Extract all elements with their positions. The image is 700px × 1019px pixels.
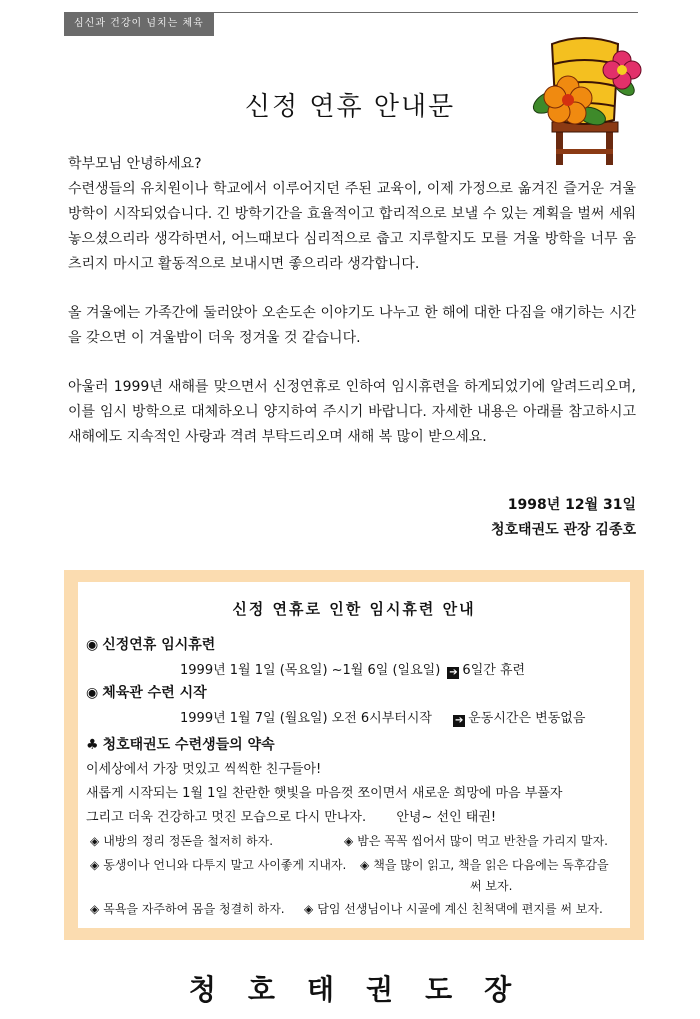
rule-1: ◈ 내방의 정리 정돈을 철저히 하자. (90, 834, 274, 848)
holiday-result: 6일간 휴련 (462, 663, 526, 678)
footer-char: 청 (188, 973, 216, 1006)
page-title: 신정 연휴 안내문 (244, 92, 456, 122)
promise-line-3: 그리고 더욱 건강하고 멋진 모습으로 다시 만나자. (86, 810, 367, 825)
resume-heading-row (86, 682, 207, 702)
paragraph-3: 아울러 1999년 새해를 맞으면서 신정연휴로 인하여 임시휴련을 하게되었기에 알려드리오며, 이를 임시 방학으로 대체하오니 양지하여 주시기 바랍니다. 자세한 내용은 아래를 참고하시고 새해에도 지속적인 사랑과 격려 부탁드리오며 새해 복 많이 받으세요. (68, 379, 636, 445)
footer-char: 도 (425, 973, 453, 1006)
promise-heading: 청호태권도 수련생들의 약속 (102, 737, 275, 753)
arrow-right-icon: ➔ (455, 715, 464, 726)
promise-line-3-row (86, 806, 496, 825)
greeting: 학부모님 안녕하세요? (68, 156, 202, 172)
bullseye-icon: ◉ (86, 685, 99, 701)
footer-char: 호 (247, 973, 275, 1006)
diamond-icon: ◈ (90, 902, 100, 916)
header-banner: 심신과 건강이 넘치는 체육관 (64, 12, 214, 36)
footer-char: 태 (306, 973, 334, 1006)
diamond-icon: ◈ (90, 834, 100, 848)
resume-date: 1999년 1월 7일 (월요일) 오전 6시부터시작 (180, 711, 432, 726)
diamond-icon: ◈ (360, 858, 370, 872)
rule-2: ◈ 밤은 꼭꼭 씹어서 많이 먹고 반찬을 가리지 말자. (344, 834, 608, 848)
letter-date: 1998년 12월 31일 (507, 497, 636, 513)
notice-box (64, 570, 644, 940)
holiday-heading: 신정연휴 임시휴련 (102, 637, 216, 653)
promise-line-2: 새롭게 시작되는 1월 1일 찬란한 햇빛을 마음껏 쪼이면서 새로운 희망에 마음 부풀자 (86, 786, 563, 801)
footer-char: 권 (366, 973, 394, 1006)
rule-4-cont: 써 보자. (470, 879, 513, 893)
rule-3: ◈ 동생이나 언니와 다투지 말고 사이좋게 지내자. (90, 858, 347, 872)
club-icon: ♣ (86, 737, 99, 753)
rule-4: ◈ 책을 많이 읽고, 책을 읽은 다음에는 독후감을 (360, 858, 609, 872)
holiday-dates-row (180, 659, 525, 679)
rule-5: ◈ 목욕을 자주하여 몸을 청결히 하자. (90, 902, 285, 916)
holiday-dates: 1999년 1월 1일 (목요일) ~1월 6일 (일요일) (180, 663, 441, 678)
paragraph-1: 수련생들의 유치원이나 학교에서 이루어지던 주된 교육이, 이제 가정으로 옮겨진 즐거운 겨울방학이 시작되었습니다. 긴 방학기간을 효율적이고 합리적으로 보낼 수 있는 계획을 벌써 세워놓으셨으리라 생각하면서, 어느때보다 심리적으로 춥고 지루할지도 모를 겨울 방학을 너무 움츠리지 마시고 활동적으로 보내시면 좋으리라 생각합니다. (68, 181, 636, 272)
diamond-icon: ◈ (344, 834, 354, 848)
arrow-right-icon: ➔ (449, 667, 458, 678)
notice-title: 신정 연휴로 인한 임시휴련 안내 (232, 600, 476, 618)
resume-heading: 체육관 수련 시작 (102, 685, 207, 701)
letter-signature: 청호태권도 관장 김종호 (491, 522, 636, 538)
holiday-heading-row (86, 634, 215, 654)
paragraph-2: 올 겨울에는 가족간에 둘러앉아 오손도손 이야기도 나누고 한 해에 대한 다짐을 얘기하는 시간을 갖으면 이 겨울밤이 더욱 정겨울 것 같습니다. (68, 305, 636, 346)
letter-body (68, 152, 636, 474)
diamond-icon: ◈ (304, 902, 314, 916)
promise-line-1: 이세상에서 가장 멋있고 씩씩한 친구들아! (86, 762, 322, 777)
promise-heading-row (86, 734, 275, 754)
rule-6: ◈ 담임 선생님이나 시골에 계신 친척댁에 편지를 써 보자. (304, 902, 603, 916)
resume-date-row (180, 707, 585, 727)
promise-line-3-end: 안녕~ 선인 태권! (396, 810, 497, 825)
footer-char: 장 (484, 973, 512, 1006)
resume-result: 운동시간은 변동없음 (468, 711, 586, 726)
diamond-icon: ◈ (90, 858, 100, 872)
footer-gym-name (0, 968, 700, 1008)
bullseye-icon: ◉ (86, 637, 99, 653)
notice-inner (78, 582, 630, 928)
